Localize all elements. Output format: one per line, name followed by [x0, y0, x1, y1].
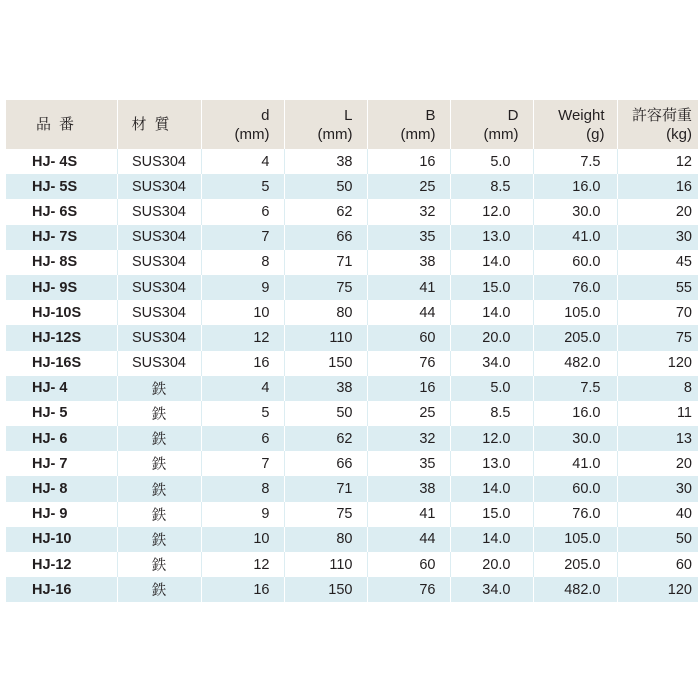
cell-d: 5 [201, 174, 284, 199]
header-weight [533, 100, 617, 149]
cell-capacity: 8 [617, 376, 698, 401]
cell-capacity: 45 [617, 250, 698, 275]
cell-B: 60 [367, 325, 450, 350]
cell-d: 12 [201, 325, 284, 350]
cell-B: 44 [367, 300, 450, 325]
cell-D: 15.0 [450, 275, 533, 300]
cell-capacity: 40 [617, 502, 698, 527]
header-D-label: D [507, 106, 519, 124]
cell-B: 38 [367, 250, 450, 275]
cell-weight: 41.0 [533, 225, 617, 250]
header-material: 材質 [117, 100, 201, 149]
header-capacity [617, 100, 698, 149]
cell-L: 150 [284, 351, 367, 376]
table-row [6, 502, 698, 527]
table-row [6, 225, 698, 250]
cell-L: 80 [284, 527, 367, 552]
table-row [6, 300, 698, 325]
cell-d: 5 [201, 401, 284, 426]
cell-weight: 16.0 [533, 174, 617, 199]
cell-d: 9 [201, 502, 284, 527]
cell-L: 71 [284, 476, 367, 501]
cell-part-number: HJ-12 [32, 556, 72, 573]
cell-capacity: 60 [617, 552, 698, 577]
table-row [6, 577, 698, 602]
table-row [6, 527, 698, 552]
cell-capacity: 16 [617, 174, 698, 199]
cell-D: 15.0 [450, 502, 533, 527]
cell-D: 34.0 [450, 577, 533, 602]
cell-material: 鉄 [117, 451, 201, 476]
cell-capacity: 12 [617, 149, 698, 174]
cell-B: 76 [367, 351, 450, 376]
cell-L: 50 [284, 174, 367, 199]
cell-L: 150 [284, 577, 367, 602]
cell-L: 50 [284, 401, 367, 426]
cell-material: 鉄 [117, 476, 201, 501]
cell-weight: 105.0 [533, 300, 617, 325]
cell-material: SUS304 [117, 174, 201, 199]
header-B-unit: (mm) [400, 125, 436, 143]
cell-L: 110 [284, 552, 367, 577]
cell-B: 76 [367, 577, 450, 602]
cell-weight: 76.0 [533, 275, 617, 300]
cell-B: 60 [367, 552, 450, 577]
cell-d: 8 [201, 250, 284, 275]
cell-weight: 41.0 [533, 451, 617, 476]
cell-d: 8 [201, 476, 284, 501]
header-weight-unit: (g) [586, 125, 605, 143]
header-d-unit: (mm) [234, 125, 270, 143]
header-capacity-label: 許容荷重 [631, 106, 692, 124]
cell-part-number: HJ- 9S [32, 279, 78, 296]
cell-part-number: HJ- 5 [32, 405, 68, 422]
table-row [6, 451, 698, 476]
cell-d: 10 [201, 527, 284, 552]
cell-part-number: HJ-10 [32, 531, 72, 548]
cell-d: 6 [201, 426, 284, 451]
cell-L: 80 [284, 300, 367, 325]
cell-capacity: 50 [617, 527, 698, 552]
cell-d: 16 [201, 351, 284, 376]
cell-material: 鉄 [117, 426, 201, 451]
cell-L: 75 [284, 502, 367, 527]
cell-d: 4 [201, 149, 284, 174]
cell-weight: 60.0 [533, 250, 617, 275]
cell-capacity: 20 [617, 199, 698, 224]
cell-D: 14.0 [450, 527, 533, 552]
cell-B: 41 [367, 275, 450, 300]
cell-L: 38 [284, 149, 367, 174]
cell-part-number: HJ-16 [32, 581, 72, 598]
cell-material: SUS304 [117, 351, 201, 376]
header-B [367, 100, 450, 149]
cell-B: 32 [367, 426, 450, 451]
cell-weight: 16.0 [533, 401, 617, 426]
cell-part-number: HJ- 7S [32, 229, 78, 246]
cell-material: 鉄 [117, 376, 201, 401]
spec-table [6, 100, 698, 602]
cell-D: 13.0 [450, 451, 533, 476]
cell-part-number: HJ- 8 [32, 481, 68, 498]
cell-D: 8.5 [450, 401, 533, 426]
table-row [6, 250, 698, 275]
cell-d: 10 [201, 300, 284, 325]
cell-part-number: HJ- 4S [32, 153, 78, 170]
cell-weight: 482.0 [533, 351, 617, 376]
cell-d: 4 [201, 376, 284, 401]
cell-weight: 30.0 [533, 426, 617, 451]
cell-B: 16 [367, 149, 450, 174]
cell-L: 110 [284, 325, 367, 350]
cell-material: SUS304 [117, 325, 201, 350]
cell-weight: 205.0 [533, 325, 617, 350]
cell-D: 20.0 [450, 325, 533, 350]
cell-weight: 205.0 [533, 552, 617, 577]
cell-capacity: 70 [617, 300, 698, 325]
cell-weight: 482.0 [533, 577, 617, 602]
cell-D: 14.0 [450, 476, 533, 501]
cell-L: 66 [284, 451, 367, 476]
table-header [6, 100, 698, 149]
cell-capacity: 13 [617, 426, 698, 451]
cell-weight: 76.0 [533, 502, 617, 527]
header-capacity-unit: (kg) [666, 125, 692, 143]
cell-L: 75 [284, 275, 367, 300]
cell-B: 16 [367, 376, 450, 401]
header-weight-label: Weight [558, 106, 605, 124]
header-row [6, 100, 698, 149]
cell-capacity: 120 [617, 577, 698, 602]
table-row [6, 476, 698, 501]
cell-capacity: 11 [617, 401, 698, 426]
header-part-number: 品番 [36, 116, 83, 133]
cell-B: 32 [367, 199, 450, 224]
table-row [6, 325, 698, 350]
table-row [6, 199, 698, 224]
table-row [6, 552, 698, 577]
cell-part-number: HJ- 4 [32, 380, 68, 397]
cell-weight: 105.0 [533, 527, 617, 552]
cell-d: 7 [201, 225, 284, 250]
cell-material: SUS304 [117, 250, 201, 275]
header-L [284, 100, 367, 149]
cell-D: 5.0 [450, 376, 533, 401]
cell-material: 鉄 [117, 401, 201, 426]
cell-d: 12 [201, 552, 284, 577]
table-row [6, 174, 698, 199]
table-row [6, 426, 698, 451]
table-row [6, 149, 698, 174]
cell-weight: 7.5 [533, 149, 617, 174]
cell-d: 16 [201, 577, 284, 602]
cell-capacity: 55 [617, 275, 698, 300]
header-d-label: d [261, 106, 270, 124]
cell-capacity: 75 [617, 325, 698, 350]
header-D [450, 100, 533, 149]
cell-part-number: HJ-10S [32, 304, 82, 321]
cell-D: 12.0 [450, 199, 533, 224]
cell-L: 71 [284, 250, 367, 275]
cell-material: 鉄 [117, 527, 201, 552]
cell-capacity: 120 [617, 351, 698, 376]
cell-L: 66 [284, 225, 367, 250]
header-D-unit: (mm) [483, 125, 519, 143]
table-row [6, 351, 698, 376]
cell-part-number: HJ- 7 [32, 455, 68, 472]
cell-d: 6 [201, 199, 284, 224]
cell-D: 14.0 [450, 250, 533, 275]
cell-weight: 30.0 [533, 199, 617, 224]
cell-material: 鉄 [117, 577, 201, 602]
cell-part-number: HJ- 9 [32, 506, 68, 523]
cell-L: 62 [284, 426, 367, 451]
cell-D: 34.0 [450, 351, 533, 376]
table-row [6, 401, 698, 426]
cell-B: 41 [367, 502, 450, 527]
cell-D: 14.0 [450, 300, 533, 325]
cell-capacity: 20 [617, 451, 698, 476]
cell-weight: 7.5 [533, 376, 617, 401]
cell-material: SUS304 [117, 199, 201, 224]
table-body [6, 149, 698, 602]
cell-L: 62 [284, 199, 367, 224]
cell-capacity: 30 [617, 476, 698, 501]
cell-D: 12.0 [450, 426, 533, 451]
cell-D: 20.0 [450, 552, 533, 577]
cell-B: 35 [367, 451, 450, 476]
cell-D: 13.0 [450, 225, 533, 250]
cell-B: 44 [367, 527, 450, 552]
cell-material: SUS304 [117, 275, 201, 300]
cell-part-number: HJ- 5S [32, 178, 78, 195]
cell-material: SUS304 [117, 149, 201, 174]
cell-part-number: HJ- 6S [32, 203, 78, 220]
header-B-label: B [425, 106, 436, 124]
cell-part-number: HJ- 6 [32, 430, 68, 447]
cell-d: 9 [201, 275, 284, 300]
cell-capacity: 30 [617, 225, 698, 250]
cell-material: 鉄 [117, 502, 201, 527]
cell-part-number: HJ-12S [32, 329, 82, 346]
cell-L: 38 [284, 376, 367, 401]
cell-B: 35 [367, 225, 450, 250]
cell-material: SUS304 [117, 225, 201, 250]
cell-material: 鉄 [117, 552, 201, 577]
cell-B: 25 [367, 401, 450, 426]
cell-part-number: HJ- 8S [32, 254, 78, 271]
cell-D: 8.5 [450, 174, 533, 199]
cell-weight: 60.0 [533, 476, 617, 501]
cell-B: 38 [367, 476, 450, 501]
cell-material: SUS304 [117, 300, 201, 325]
header-L-label: L [344, 106, 353, 124]
table-row [6, 275, 698, 300]
cell-d: 7 [201, 451, 284, 476]
header-L-unit: (mm) [317, 125, 353, 143]
cell-part-number: HJ-16S [32, 355, 82, 372]
cell-D: 5.0 [450, 149, 533, 174]
table-row [6, 376, 698, 401]
header-d [201, 100, 284, 149]
cell-B: 25 [367, 174, 450, 199]
